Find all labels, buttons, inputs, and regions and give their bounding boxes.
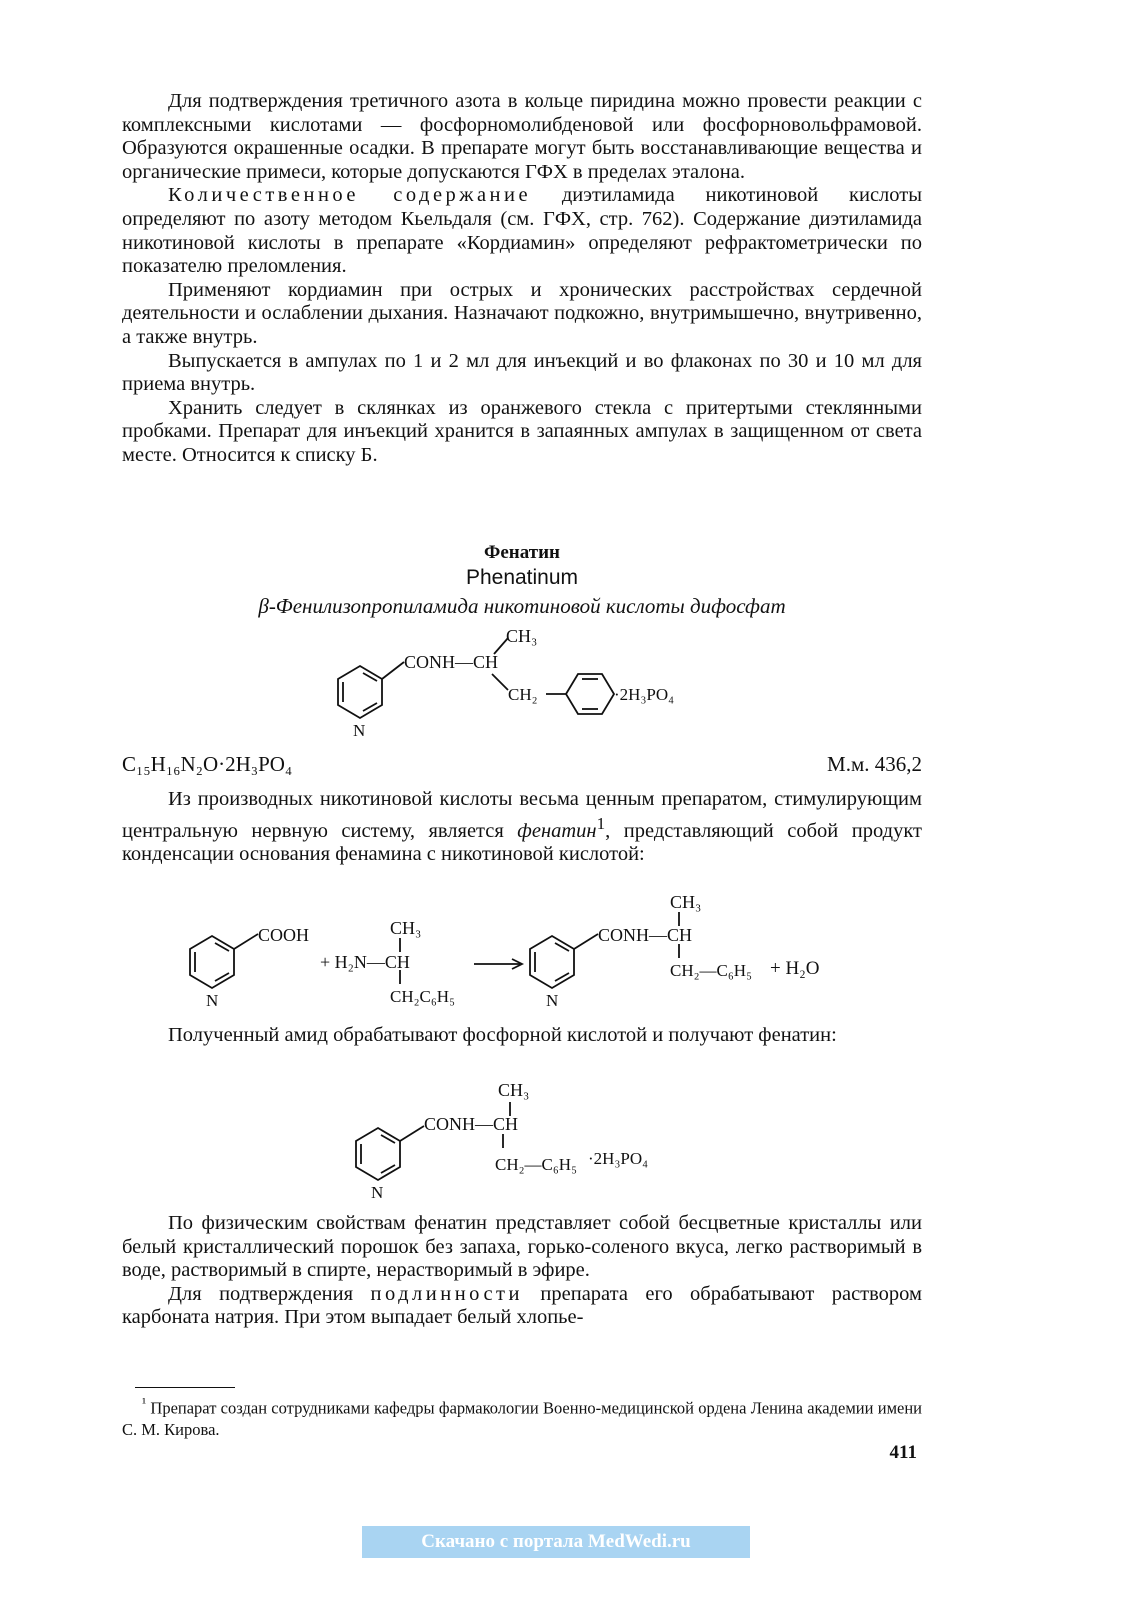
drug-title: Фенатин	[484, 542, 560, 563]
footnote-text: Препарат создан сотрудниками кафедры фармакологии Военно-медицинской ордена Ленина академии имени С. М. Кирова.	[122, 1398, 922, 1439]
paragraph-text: диэтиламида никотиновой кислоты определяют по азоту методом Кьельдаля (см. ГФХ, стр. 762). Содержание диэтиламида никотиновой кислоты в препарате «Кордиамин» определяют рефрактометрически по показателю преломления.	[122, 184, 922, 278]
spaced-term: Количественное содержание	[168, 184, 532, 207]
molecular-mass: М.м. 436,2	[827, 752, 922, 776]
footnote-ref: 1	[596, 813, 606, 833]
paragraph-phosphoric: Полученный амид обрабатывают фосфорной кислотой и получают фенатин:	[168, 1024, 837, 1046]
paragraph-identity	[122, 1283, 922, 1330]
phenatine-structure-final	[340, 1074, 700, 1200]
conh-label: CONH—CH	[404, 652, 499, 672]
ch3-label: CH₃	[670, 892, 702, 912]
nitrogen-label: N	[206, 991, 219, 1010]
top-text-block	[122, 90, 922, 468]
paragraph-physical-properties: По физическим свойствам фенатин представляет собой бесцветные кристаллы или белый кристаллический порошок без запаха, горько-соленого вкуса, легко растворимый в воде, растворимый в спирте, нерастворимый в эфире.	[122, 1212, 922, 1282]
footnote-mark: ¹	[142, 1395, 147, 1410]
phosphate-label: ·2H₃PO₄	[614, 685, 675, 704]
nitrogen-label: N	[371, 1183, 384, 1200]
cooh-label: COOH	[258, 925, 310, 945]
ch3-label: CH₃	[506, 626, 538, 646]
nitrogen-label: N	[546, 991, 559, 1010]
paragraph-pyridine-test: Для подтверждения третичного азота в кольце пиридина можно провести реакции с комплексными кислотами — фосфорномолибденовой или фосфорновольфрамовой. Образуются окрашенные осадки. В препарате могут быть восстанавливающие вещества и органические примеси, которые допускаются ГФХ в пределах эталона.	[122, 90, 922, 183]
amide-text-block	[122, 1024, 922, 1048]
reaction-scheme	[180, 884, 860, 1014]
amine-label: + H₂N—CH	[320, 952, 410, 972]
page-number: 411	[889, 1442, 917, 1463]
download-banner[interactable]: Скачано с портала MedWedi.ru	[362, 1526, 750, 1558]
paragraph-release-form: Выпускается в ампулах по 1 и 2 мл для инъекций и во флаконах по 30 и 10 мл для приема внутрь.	[122, 349, 922, 396]
paragraph-phenatine-intro	[122, 788, 922, 867]
ch3-label: CH₃	[390, 918, 422, 938]
footnote	[122, 1392, 922, 1440]
phosphate-label: ·2H₃PO₄	[588, 1149, 649, 1168]
paragraph-storage: Хранить следует в склянках из оранжевого стекла с притертыми стеклянными пробками. Препарат для инъекций хранится в запаянных ампулах в защищенном от света месте. Относится к списку Б.	[122, 396, 922, 466]
formula-row	[122, 752, 922, 777]
paragraph-text: , представляющий собой продукт конденсации основания фенамина с никотиновой кислотой:	[122, 819, 922, 866]
phenatine-structure	[320, 618, 720, 740]
latin-name: Phenatinum	[465, 566, 579, 589]
systematic-name: β-Фенилизопропиламида никотиновой кислоты дифосфат	[258, 594, 786, 618]
conh-label: CONH—CH	[424, 1114, 519, 1134]
benzyl-label: CH₂C₆H₅	[390, 987, 456, 1006]
bottom-text-block	[122, 1212, 922, 1330]
footnote-divider	[135, 1387, 235, 1388]
paragraph-text: Для подтверждения	[168, 1282, 371, 1305]
spaced-term: подлинности	[370, 1282, 523, 1305]
drug-name-italic: фенатин	[517, 819, 597, 842]
conh-label: CONH—CH	[598, 925, 693, 945]
paragraph-text: препарата его обрабатывают раствором карбоната натрия. При этом выпадает белый хлопье-	[122, 1282, 922, 1329]
ch3-label: CH₃	[498, 1080, 530, 1100]
middle-text-block	[122, 788, 922, 867]
paragraph-application: Применяют кордиамин при острых и хронических расстройствах сердечной деятельности и ослаблении дыхания. Назначают подкожно, внутримышечно, внутривенно, а также внутрь.	[122, 278, 922, 348]
ch2-phenyl-label: CH₂—C₆H₅	[670, 961, 753, 980]
paragraph-quantitative	[122, 184, 922, 278]
water-label: + H₂O	[770, 958, 820, 979]
molecular-formula: C₁₅H₁₆N₂O·2H₃PO₄	[122, 752, 293, 776]
paragraph-text: Из производных никотиновой кислоты весьма ценным препаратом, стимулирующим центральную нервную систему, является	[122, 788, 922, 842]
nitrogen-label: N	[353, 721, 366, 740]
ch2-phenyl-label: CH₂—C₆H₅	[495, 1155, 578, 1174]
ch2-label: CH₂	[508, 685, 538, 704]
